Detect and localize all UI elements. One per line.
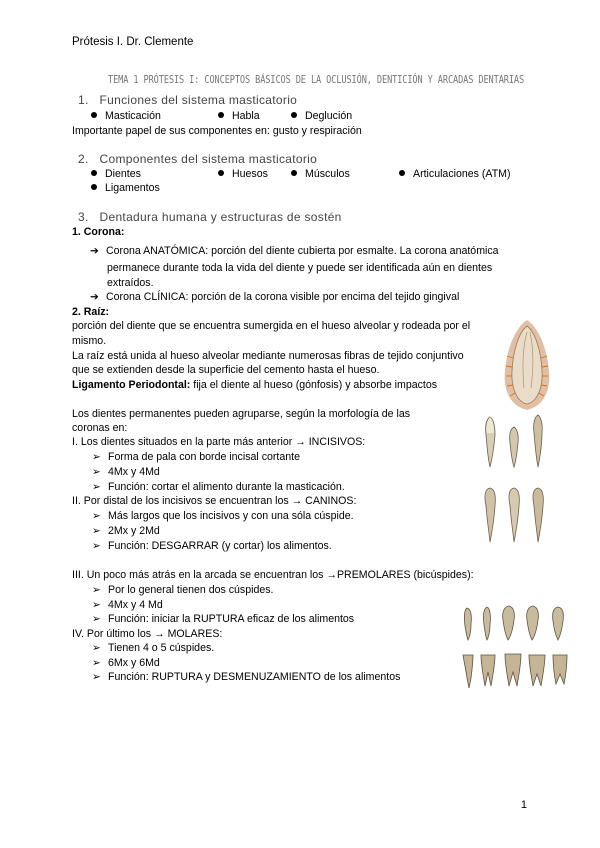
periodontal-tooth-illustration	[497, 316, 557, 412]
bullet-icon	[218, 170, 224, 176]
arrowhead-icon: ➢	[92, 481, 101, 493]
arrowhead-icon: ➢	[92, 451, 101, 463]
list-item: ➢ 4Mx y 4 Md	[92, 599, 163, 611]
section-1-heading	[78, 93, 297, 107]
arrowhead-icon: ➢	[92, 540, 101, 552]
bullet-icon	[218, 112, 224, 118]
page-number: 1	[520, 799, 527, 811]
list-item: ➢ Función: cortar el alimento durante la masticación.	[92, 481, 345, 493]
arrowhead-icon: ➢	[92, 642, 101, 654]
arrowhead-icon: ➢	[92, 510, 101, 522]
list-item: ➢ Tienen 4 o 5 cúspides.	[92, 642, 215, 654]
list-item: ➢ 4Mx y 4Md	[92, 466, 160, 478]
bullet-icon	[291, 112, 297, 118]
corona-heading: 1. Corona:	[72, 226, 125, 238]
list-item: Ligamentos	[91, 182, 160, 194]
premolars-illustration	[461, 604, 571, 642]
list-item: Masticación	[91, 110, 161, 122]
arrowhead-icon: ➢	[92, 525, 101, 537]
section-3-title: Dentadura humana y estructuras de sostén	[99, 210, 342, 224]
list-item: Articulaciones (ATM)	[399, 168, 511, 180]
arrow-right-icon: ➔	[90, 245, 99, 257]
raiz-text: porción del diente que se encuentra sumergida en el hueso alveolar y rodeada por el	[72, 320, 471, 332]
incisivos-heading: I. Los dientes situados en la parte más anterior → INCISIVOS:	[72, 436, 366, 448]
list-item: ➢ Por lo general tienen dos cúspides.	[92, 584, 274, 596]
section-1-title: Funciones del sistema masticatorio	[99, 93, 298, 107]
tema-title: TEMA 1 PRÓTESIS I: CONCEPTOS BÁSICOS DE LA OCLUSIÓN, DENTICIÓN Y ARCADAS DENTARIAS	[108, 74, 525, 87]
list-item: Habla	[218, 110, 260, 122]
canines-illustration	[478, 484, 550, 544]
list-item: Dientes	[91, 168, 141, 180]
list-item: ➢ Función: DESGARRAR (y cortar) los alimentos.	[92, 540, 332, 552]
list-item: Huesos	[218, 168, 268, 180]
page-header: Prótesis I. Dr. Clemente	[72, 36, 194, 48]
bullet-icon	[399, 170, 405, 176]
arrowhead-icon: ➢	[92, 466, 101, 478]
section-1-note: Importante papel de sus componentes en: gusto y respiración	[72, 125, 362, 137]
section-1-number: 1.	[78, 93, 89, 107]
list-item: ➢ Función: iniciar la RUPTURA eficaz de los alimentos	[92, 613, 355, 625]
list-item: ➢ Más largos que los incisivos y con una sóla cúspide.	[92, 510, 354, 522]
section-3-number: 3.	[78, 210, 89, 224]
arrowhead-icon: ➢	[92, 671, 101, 683]
raiz-text: mismo.	[72, 335, 107, 347]
list-item: Músculos	[291, 168, 350, 180]
bullet-icon	[291, 170, 297, 176]
groups-intro: coronas en:	[72, 422, 128, 434]
corona-anatomica-line: ➔ Corona ANATÓMICA: porción del diente cubierta por esmalte. La corona anatómica	[90, 245, 499, 257]
list-item: ➢ Forma de pala con borde incisal cortante	[92, 451, 300, 463]
ligamento-line: Ligamento Periodontal: fija el diente al hueso (gónfosis) y absorbe impactos	[72, 379, 438, 391]
corona-anatomica-line: permanece durante toda la vida del diente y puede ser identificada aún en dientes	[107, 262, 493, 274]
corona-anatomica-line: extraídos.	[107, 277, 154, 289]
arrowhead-icon: ➢	[92, 613, 101, 625]
list-item: Deglución	[291, 110, 352, 122]
raiz-heading: 2. Raíz:	[72, 306, 110, 318]
molars-illustration	[461, 652, 571, 690]
arrowhead-icon: ➢	[92, 584, 101, 596]
section-2-heading	[78, 152, 317, 166]
list-item: ➢ 6Mx y 6Md	[92, 657, 160, 669]
premolares-heading: III. Un poco más atrás en la arcada se encuentran los →PREMOLARES (bicúspides):	[72, 569, 474, 581]
bullet-icon	[91, 170, 97, 176]
incisors-illustration	[478, 413, 550, 469]
section-2-title: Componentes del sistema masticatorio	[99, 152, 318, 166]
arrow-right-icon: ➔	[90, 291, 99, 303]
list-item: ➢ 2Mx y 2Md	[92, 525, 160, 537]
bullet-icon	[91, 112, 97, 118]
section-2-number: 2.	[78, 152, 89, 166]
molares-heading: IV. Por último los → MOLARES:	[72, 628, 223, 640]
raiz-text: La raíz está unida al hueso alveolar mediante numerosas fibras de tejido conjuntivo	[72, 350, 464, 362]
caninos-heading: II. Por distal de los incisivos se encuentran los → CANINOS:	[72, 495, 357, 507]
section-3-heading	[78, 210, 342, 224]
bullet-icon	[91, 184, 97, 190]
arrowhead-icon: ➢	[92, 657, 101, 669]
raiz-text: que se extienden desde la superficie del cemento hasta el hueso.	[72, 364, 380, 376]
list-item: ➢ Función: RUPTURA y DESMENUZAMIENTO de los alimentos	[92, 671, 401, 683]
corona-clinica-line: ➔ Corona CLÍNICA: porción de la corona visible por encima del tejido gingival	[90, 291, 460, 303]
groups-intro: Los dientes permanentes pueden agruparse, según la morfología de las	[72, 408, 411, 420]
arrowhead-icon: ➢	[92, 599, 101, 611]
